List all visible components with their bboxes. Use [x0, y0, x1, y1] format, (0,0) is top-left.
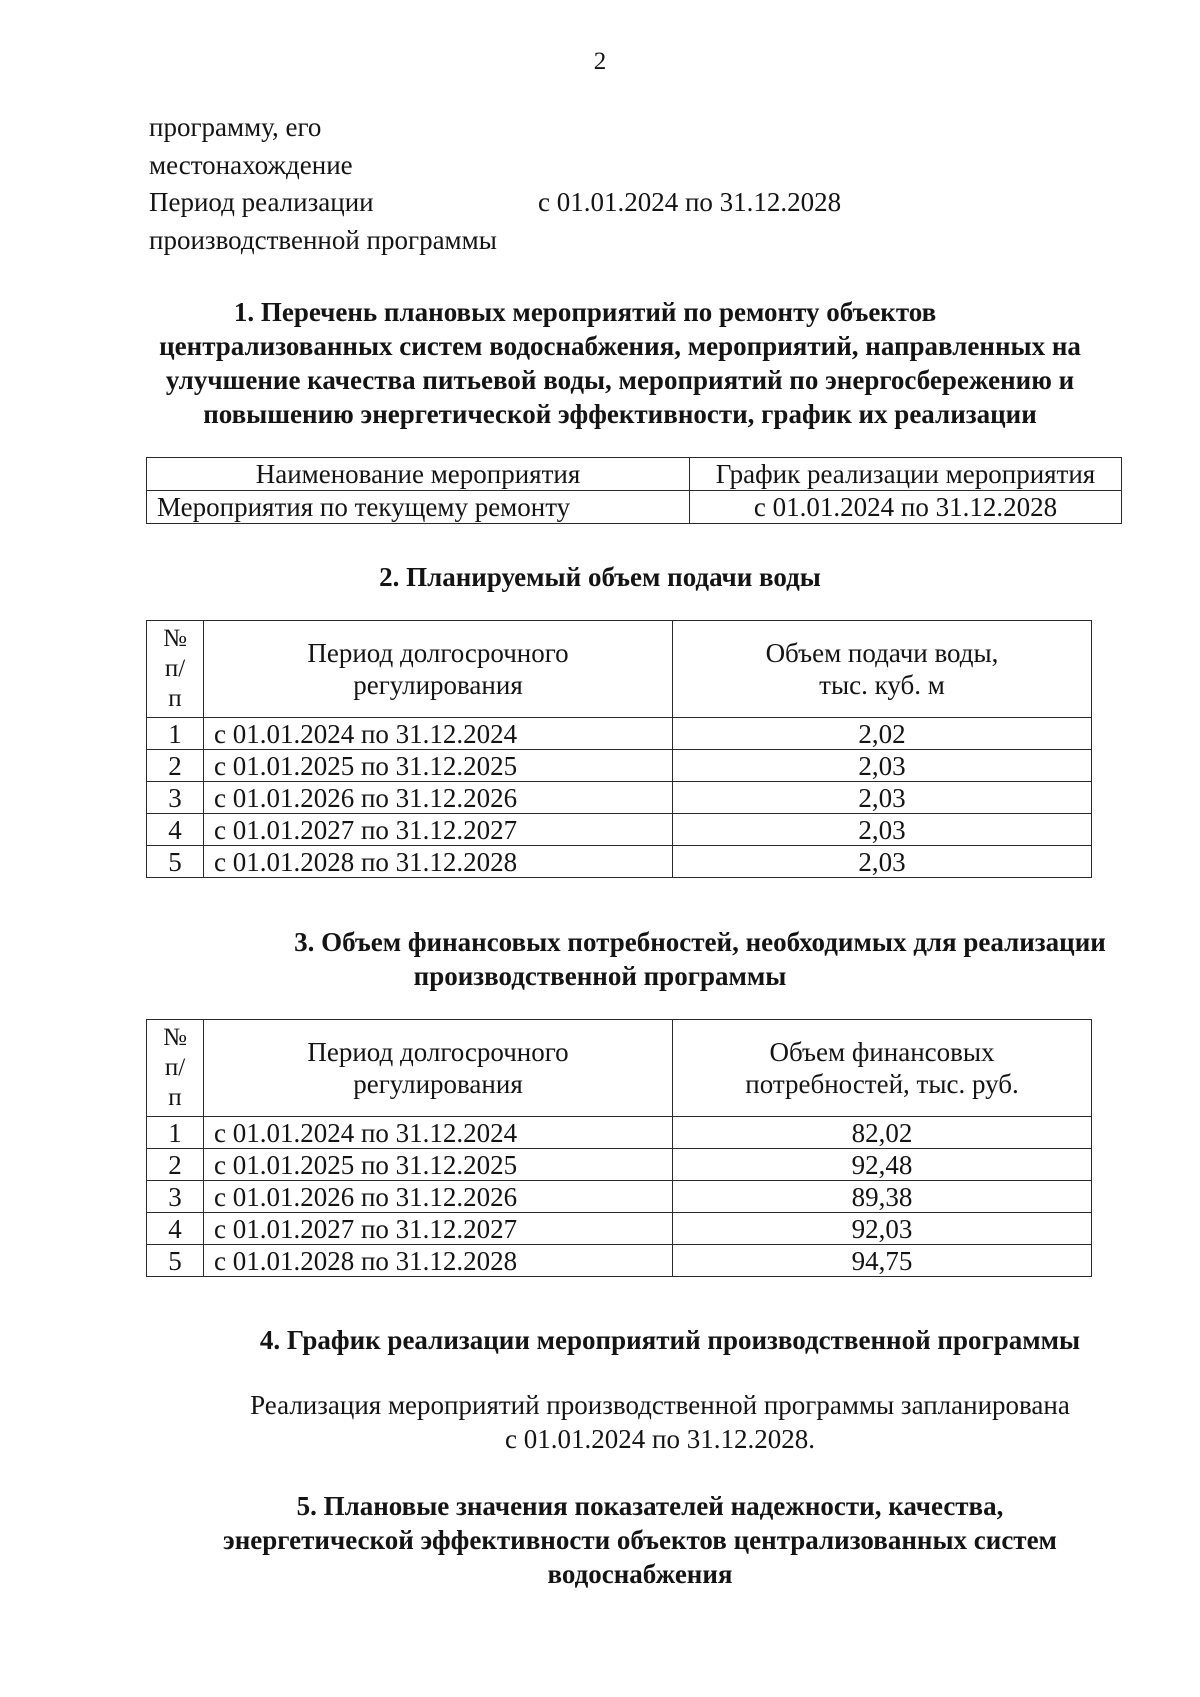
row-number-cell: 4: [147, 1213, 204, 1245]
period-value: с 01.01.2024 по 31.12.2028: [538, 187, 842, 217]
water-supply-table: [146, 620, 1092, 878]
page-number: 2: [593, 48, 607, 75]
table-row: [147, 458, 1122, 491]
value-cell: 2,03: [673, 782, 1092, 814]
section3-title-line2: производственной программы: [413, 961, 787, 991]
section4-text-line1: Реализация мероприятий производственной программы запланирована: [250, 1390, 1070, 1420]
period-cell: с 01.01.2026 по 31.12.2026: [204, 1181, 673, 1213]
period-cell: с 01.01.2025 по 31.12.2025: [204, 750, 673, 782]
section1-title-line4: повышению энергетической эффективности, график их реализации: [203, 399, 1037, 429]
period-cell: с 01.01.2028 по 31.12.2028: [204, 1245, 673, 1277]
period-cell: с 01.01.2028 по 31.12.2028: [204, 846, 673, 878]
value-cell: 89,38: [673, 1181, 1092, 1213]
section5-title-line3: водоснабжения: [547, 1559, 733, 1589]
value-cell: 2,03: [673, 846, 1092, 878]
table-row: [147, 1245, 1092, 1277]
section4-title: 4. График реализации мероприятий производственной программы: [259, 1325, 1081, 1355]
value-cell: 2,03: [673, 750, 1092, 782]
period-cell: с 01.01.2026 по 31.12.2026: [204, 782, 673, 814]
table-header-cell: График реализации мероприятия: [690, 458, 1122, 491]
section5-title-line1: 5. Плановые значения показателей надежности, качества,: [296, 1491, 1004, 1521]
section1-title-line2: централизованных систем водоснабжения, мероприятий, направленных на: [159, 331, 1081, 361]
period-cell: с 01.01.2024 по 31.12.2024: [204, 718, 673, 750]
activity-schedule-cell: с 01.01.2024 по 31.12.2028: [690, 491, 1122, 524]
table-header-cell: Период долгосрочного регулирования: [204, 621, 673, 718]
period-cell: с 01.01.2025 по 31.12.2025: [204, 1149, 673, 1181]
row-number-cell: 3: [147, 1181, 204, 1213]
table-header-cell: № п/ п: [147, 621, 204, 718]
row-number-cell: 3: [147, 782, 204, 814]
table-header-cell: Объем подачи воды, тыс. куб. м: [673, 621, 1092, 718]
activity-name-cell: Мероприятия по текущему ремонту: [147, 491, 690, 524]
row-number-cell: 2: [147, 1149, 204, 1181]
period-label-line2: производственной программы: [149, 225, 497, 255]
row-number-cell: 4: [147, 814, 204, 846]
table-header-cell: Период долгосрочного регулирования: [204, 1020, 673, 1117]
table-row: [147, 718, 1092, 750]
table-row: [147, 1213, 1092, 1245]
table-row: [147, 1149, 1092, 1181]
period-cell: с 01.01.2027 по 31.12.2027: [204, 1213, 673, 1245]
value-cell: 2,03: [673, 814, 1092, 846]
table-row: [147, 1181, 1092, 1213]
table-header-cell: Объем финансовых потребностей, тыс. руб.: [673, 1020, 1092, 1117]
table-row: [147, 782, 1092, 814]
financial-needs-table: [146, 1019, 1092, 1277]
value-cell: 82,02: [673, 1117, 1092, 1149]
section1-title-line3: улучшение качества питьевой воды, мероприятий по энергосбережению и: [165, 365, 1075, 395]
value-cell: 92,03: [673, 1213, 1092, 1245]
table-row: [147, 1020, 1092, 1117]
table-header-cell: Наименование мероприятия: [147, 458, 690, 491]
passport-continuation-line1: программу, его: [149, 112, 322, 142]
passport-continuation-line2: местонахождение: [149, 150, 353, 180]
period-cell: с 01.01.2027 по 31.12.2027: [204, 814, 673, 846]
table-row: [147, 1117, 1092, 1149]
period-cell: с 01.01.2024 по 31.12.2024: [204, 1117, 673, 1149]
table-row: [147, 491, 1122, 524]
table-row: [147, 621, 1092, 718]
row-number-cell: 5: [147, 846, 204, 878]
activities-table: [146, 457, 1122, 524]
value-cell: 94,75: [673, 1245, 1092, 1277]
section4-text-line2: с 01.01.2024 по 31.12.2028.: [505, 1424, 815, 1454]
table-row: [147, 846, 1092, 878]
table-header-cell: № п/ п: [147, 1020, 204, 1117]
table-row: [147, 750, 1092, 782]
row-number-cell: 1: [147, 718, 204, 750]
value-cell: 2,02: [673, 718, 1092, 750]
row-number-cell: 2: [147, 750, 204, 782]
section3-title-line1: 3. Объем финансовых потребностей, необходимых для реализации: [294, 927, 1106, 957]
period-label-line1: Период реализации: [149, 187, 374, 217]
section5-title-line2: энергетической эффективности объектов централизованных систем: [223, 1525, 1057, 1555]
value-cell: 92,48: [673, 1149, 1092, 1181]
section2-title: 2. Планируемый объем подачи воды: [379, 562, 821, 592]
table-row: [147, 814, 1092, 846]
row-number-cell: 1: [147, 1117, 204, 1149]
row-number-cell: 5: [147, 1245, 204, 1277]
section1-title-line1: 1. Перечень плановых мероприятий по ремонту объектов: [233, 297, 937, 327]
